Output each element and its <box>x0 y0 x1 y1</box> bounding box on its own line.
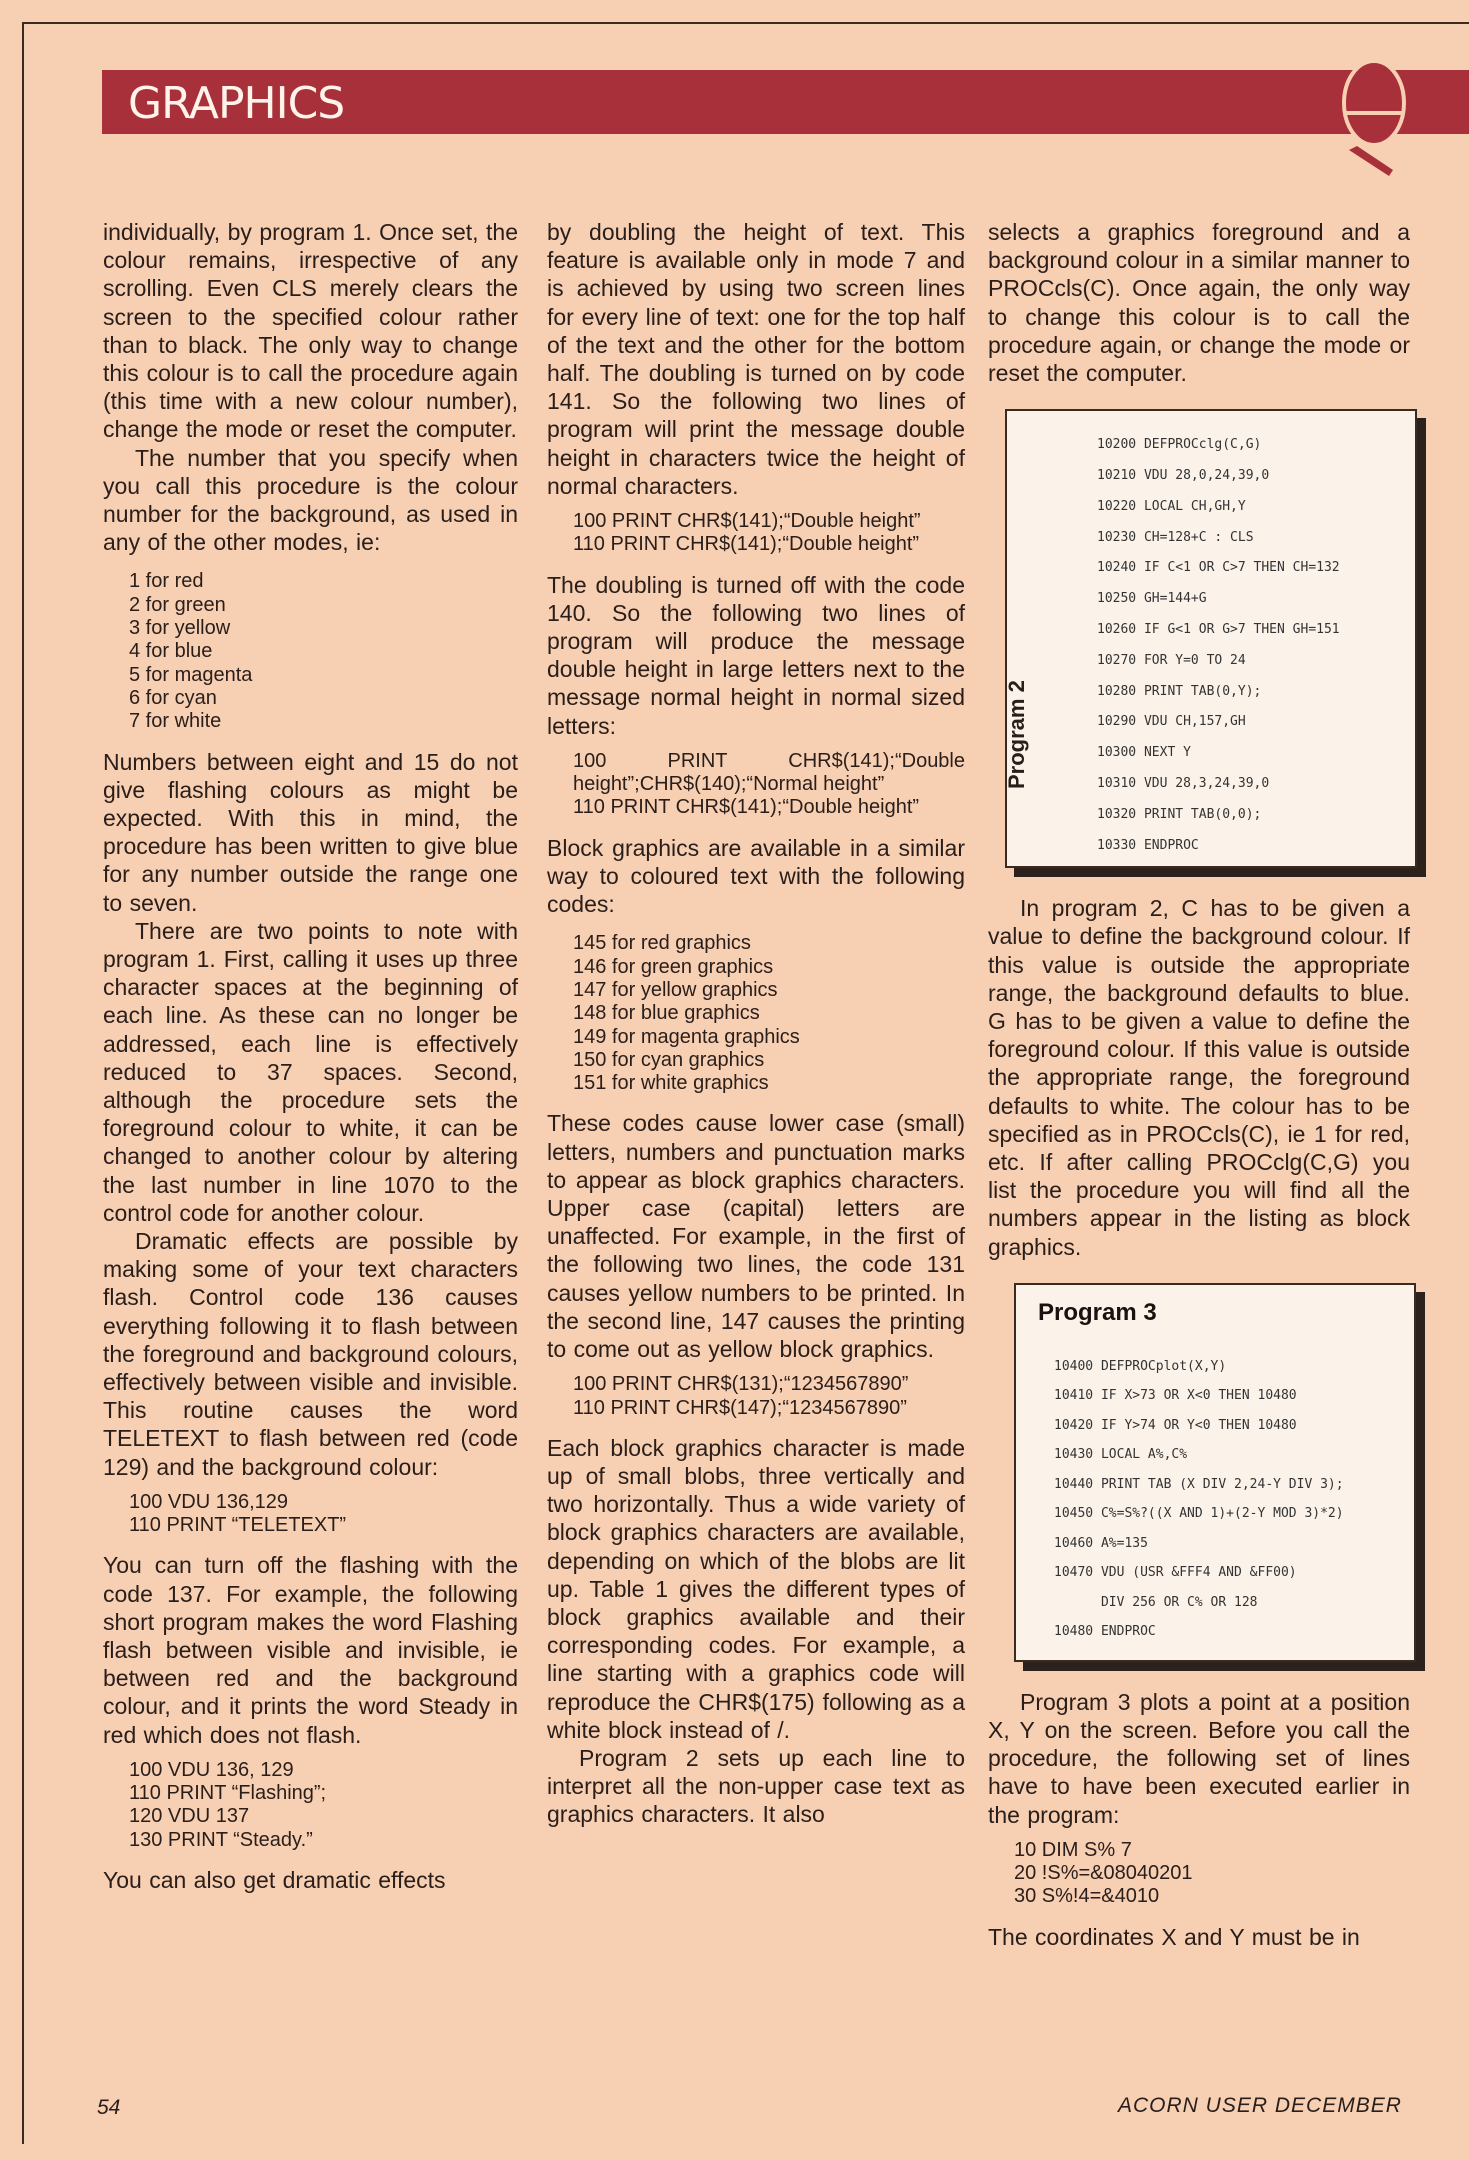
code-line: 100 VDU 136,129 <box>129 1490 289 1513</box>
code-line: 10 DIM S% 7 <box>1014 1838 1132 1861</box>
code-line: 100 PRINT CHR$(141);“Double height” <box>573 510 921 533</box>
column-2 <box>547 218 965 1829</box>
code-line: 20 !S%=&08040201 <box>1014 1862 1193 1885</box>
list-item: 7 for white <box>129 710 222 733</box>
listing-line: 10200 DEFPROCclg(C,G) <box>1097 437 1262 453</box>
listing-lines <box>1054 1353 1344 1648</box>
code-snippet <box>129 1759 518 1852</box>
listing-line: 10230 CH=128+C : CLS <box>1097 529 1254 545</box>
list-item: 148 for blue graphics <box>573 1002 760 1025</box>
acorn-logo-icon <box>1335 58 1413 178</box>
listing-lines <box>1097 431 1340 862</box>
listing-line: 10410 IF X>73 OR X<0 THEN 10480 <box>1054 1388 1297 1404</box>
column-3 <box>988 218 1410 1951</box>
code-line: 100 PRINT CHR$(141);“Double height”;CHR$(140);“Normal height” <box>573 749 965 796</box>
listing-line: 10240 IF C<1 OR C>7 THEN CH=132 <box>1097 560 1340 576</box>
paragraph: The number that you specify when you call this procedure is the colour number for the background, as used in any of the other modes, ie: <box>103 444 518 556</box>
paragraph: In program 2, C has to be given a value to define the background colour. If this value is outside the appropriate range, the background defaults to blue. G has to be given a value to define the foreground colour. If this value is outside the appropriate range, the foreground defaults to white. The colour has to be specified as in PROCcls(C), ie 1 for red, etc. If after calling PROCclg(C,G) you list the procedure you will find all the numbers appear in the listing as block graphics. <box>988 895 1410 1260</box>
section-title: GRAPHICS <box>128 78 345 129</box>
listing-line: 10210 VDU 28,0,24,39,0 <box>1097 468 1270 484</box>
paragraph: selects a graphics foreground and a background colour in a similar manner to PROCcls(C). Once again, the only way to change this colour is to call the procedure again, or change the mode or reset the computer. <box>988 219 1410 387</box>
code-line: 110 PRINT “Flashing”; <box>129 1782 327 1805</box>
listing-line: 10330 ENDPROC <box>1097 837 1199 853</box>
program2-title: Program 2 <box>1004 680 1029 790</box>
listing-line: 10290 VDU CH,157,GH <box>1097 714 1246 730</box>
paragraph: Each block graphics character is made up of small blobs, three vertically and two horizontally. Thus a wide variety of block graphics characters are available, depending on which of the blobs are lit up. Table 1 gives the different types of block graphics available and their corresponding codes. For example, a line starting with a graphics code will reproduce the CHR$(175) following as a white block instead of /. <box>547 1434 965 1743</box>
code-list <box>129 570 518 733</box>
list-item: 3 for yellow <box>129 617 231 640</box>
paragraph: Program 3 plots a point at a position X, Y on the screen. Before you call the procedure, the following set of lines have to have been executed earlier in the program: <box>988 1688 1410 1828</box>
list-item: 2 for green <box>129 593 226 616</box>
list-item: 6 for cyan <box>129 686 217 709</box>
listing-line: 10440 PRINT TAB (X DIV 2,24-Y DIV 3); <box>1054 1476 1344 1492</box>
code-list <box>573 932 965 1095</box>
listing-line: 10400 DEFPROCplot(X,Y) <box>1054 1358 1227 1374</box>
listing-line: 10320 PRINT TAB(0,0); <box>1097 806 1262 822</box>
code-line: 100 PRINT CHR$(131);“1234567890” <box>573 1373 909 1396</box>
code-line: 100 VDU 136, 129 <box>129 1758 294 1781</box>
magazine-footer: ACORN USER DECEMBER <box>1118 2094 1402 2117</box>
listing-line: 10470 VDU (USR &FFF4 AND &FF00) <box>1054 1565 1297 1581</box>
code-line: 130 PRINT “Steady.” <box>129 1828 313 1851</box>
paragraph: Block graphics are available in a similar way to coloured text with the following codes: <box>547 834 965 918</box>
list-item: 147 for yellow graphics <box>573 978 778 1001</box>
program3-title: Program 3 <box>1038 1298 1157 1326</box>
paragraph: individually, by program 1. Once set, the colour remains, irrespective of any scrolling. Even CLS merely clears the screen to the specified colour rather than to black. The only way to change this colour is to call the procedure again (this time with a new colour number), change the mode or reset the computer. <box>103 219 518 443</box>
program2-listing <box>1005 409 1417 868</box>
code-line: 120 VDU 137 <box>129 1805 250 1828</box>
listing-line: 10250 GH=144+G <box>1097 591 1207 607</box>
paragraph: You can turn off the flashing with the code 137. For example, the following short program makes the word Flashing flash between visible and invisible, ie between red and the background colour, and it prints the word Steady in red which does not flash. <box>103 1552 518 1748</box>
paragraph: The doubling is turned off with the code 140. So the following two lines of program will produce the message double height in large letters next to the message normal height in normal sized letters: <box>547 571 965 739</box>
listing-line: 10460 A%=135 <box>1054 1535 1148 1551</box>
paragraph: Dramatic effects are possible by making some of your text characters flash. Control code 136 causes everything following it to flash between the foreground and background colours, effectively between visible and invisible. This routine causes the word TELETEXT to flash between red (code 129) and the background colour: <box>103 1227 518 1480</box>
listing-line: 10220 LOCAL CH,GH,Y <box>1097 498 1246 514</box>
listing-line: 10450 C%=S%?((X AND 1)+(2-Y MOD 3)*2) <box>1054 1506 1344 1522</box>
code-snippet <box>129 1491 518 1538</box>
list-item: 151 for white graphics <box>573 1072 769 1095</box>
code-line: 110 PRINT CHR$(141);“Double height” <box>573 533 920 556</box>
list-item: 149 for magenta graphics <box>573 1025 800 1048</box>
paragraph: The coordinates X and Y must be in <box>988 1923 1360 1950</box>
code-line: 110 PRINT CHR$(141);“Double height” <box>573 796 920 819</box>
list-item: 1 for red <box>129 570 204 593</box>
paragraph: Numbers between eight and 15 do not give flashing colours as might be expected. With this in mind, the procedure has been written to give blue for any number outside the range one to seven. <box>103 748 518 916</box>
code-line: 110 PRINT CHR$(147);“1234567890” <box>573 1396 907 1419</box>
program3-listing <box>1014 1283 1416 1662</box>
list-item: 5 for magenta <box>129 663 253 686</box>
listing-line: 10300 NEXT Y <box>1097 745 1191 761</box>
listing-line: 10430 LOCAL A%,C% <box>1054 1447 1188 1463</box>
code-snippet <box>573 510 965 557</box>
listing-line: 10270 FOR Y=0 TO 24 <box>1097 652 1246 668</box>
page-number: 54 <box>97 2096 121 2119</box>
list-item: 146 for green graphics <box>573 955 774 978</box>
list-item: 150 for cyan graphics <box>573 1048 765 1071</box>
listing-line: 10280 PRINT TAB(0,Y); <box>1097 683 1262 699</box>
listing-line: 10420 IF Y>74 OR Y<0 THEN 10480 <box>1054 1417 1297 1433</box>
listing-line: DIV 256 OR C% OR 128 <box>1054 1594 1258 1610</box>
code-line: 110 PRINT “TELETEXT” <box>129 1514 347 1537</box>
listing-line: 10310 VDU 28,3,24,39,0 <box>1097 775 1270 791</box>
paragraph: by doubling the height of text. This feature is available only in mode 7 and is achieved by using two screen lines for every line of text: one for the top half of the text and the other for the bottom half. The doubling is turned on by code 141. So the following two lines of program will print the message double height in characters twice the height of normal characters. <box>547 219 965 499</box>
code-line: 30 S%!4=&4010 <box>1014 1885 1160 1908</box>
column-1 <box>103 218 518 1894</box>
code-snippet <box>1014 1839 1410 1909</box>
code-snippet <box>573 1373 965 1420</box>
paragraph: Program 2 sets up each line to interpret all the non-upper case text as graphics characters. It also <box>547 1745 965 1828</box>
listing-line: 10260 IF G<1 OR G>7 THEN GH=151 <box>1097 622 1340 637</box>
listing-line: 10480 ENDPROC <box>1054 1624 1156 1640</box>
paragraph: There are two points to note with program 1. First, calling it uses up three character spaces at the beginning of each line. As these can no longer be addressed, each line is effectively reduced to 37 spaces. Second, although the procedure sets the foreground colour to white, it can be changed to another colour by altering the last number in line 1070 to the control code for another colour. <box>103 917 518 1226</box>
paragraph: These codes cause lower case (small) letters, numbers and punctuation marks to appear as block graphics characters. Upper case (capital) letters are unaffected. For example, in the first of the following two lines, the code 131 causes yellow numbers to be printed. In the second line, 147 causes the printing to come out as yellow block graphics. <box>547 1110 965 1363</box>
list-item: 145 for red graphics <box>573 932 751 955</box>
list-item: 4 for blue <box>129 640 213 663</box>
paragraph: You can also get dramatic effects <box>103 1867 446 1893</box>
code-snippet <box>573 750 965 820</box>
